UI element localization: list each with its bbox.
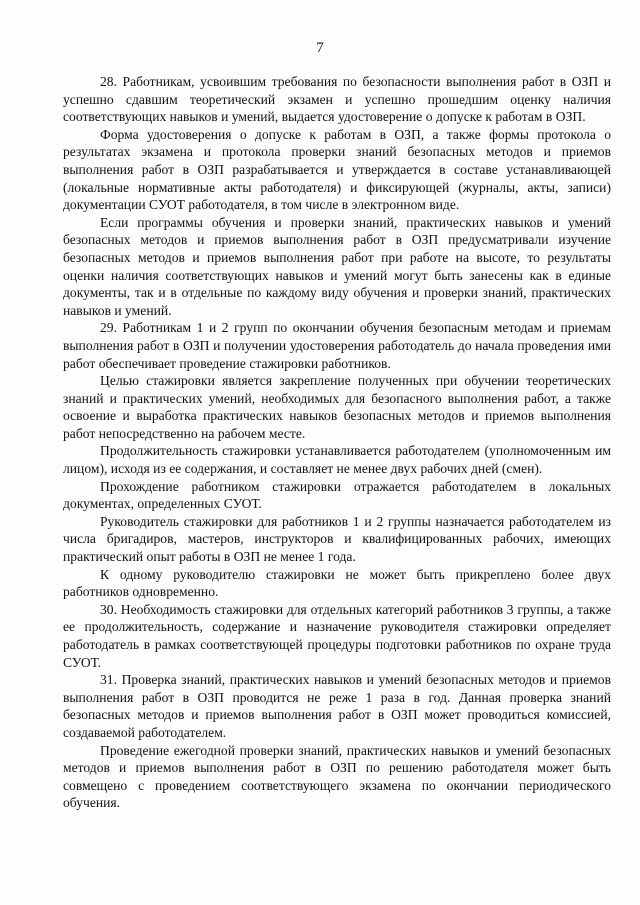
paragraph-internship-purpose: Целью стажировки является закрепление полученных при обучении теоретических знаний и практических умений, необходимых для безопасного выполнения работ, а также освоение и выработка практических навыков безопасных методов и приемов выполнения работ непосредственно на рабочем месте. (63, 373, 611, 441)
paragraph-29: 29. Работникам 1 и 2 групп по окончании обучения безопасным методам и приемам выполнения работ в ОЗП и получении удостоверения работодатель до начала проведения ими работ обеспечивает проведение стажировки работников. (63, 320, 611, 371)
paragraph-internship-record: Прохождение работником стажировки отражается работодателем в локальных документах, определенных СУОТ. (63, 478, 611, 512)
paragraph-28: 28. Работникам, усвоившим требования по безопасности выполнения работ в ОЗП и успешно сдавшим теоретический экзамен и успешно прошедшим оценку наличия соответствующих навыков и умений, выдается удостоверение о допуске к работам в ОЗП. (63, 74, 611, 125)
paragraph-internship-supervisor: Руководитель стажировки для работников 1 и 2 группы назначается работодателем из числа бригадиров, мастеров, инструкторов и квалифицированных рабочих, имеющих практический опыт работы в ОЗП не менее 1 года. (63, 513, 611, 565)
paragraph-30: 30. Необходимость стажировки для отдельных категорий работников 3 группы, а также ее продолжительность, содержание и назначение руководителя стажировки определяет работодатель в рамках соответствующей процедуры подготовки работников по охране труда СУОТ. (63, 601, 611, 670)
paragraph-31: 31. Проверка знаний, практических навыков и умений безопасных методов и приемов выполнения работ в ОЗП проводится не реже 1 раза в год. Данная проверка знаний безопасных методов и приемов выполнения работ в ОЗП может проводиться комиссией, создаваемой работодателем. (63, 672, 611, 740)
page-number: 7 (316, 40, 324, 56)
paragraph-training-programs: Если программы обучения и проверки знаний, практических навыков и умений безопасных методов и приемов выполнения работ в ОЗП предусматривали изучение безопасных методов и приемов выполнения работ при работе на высоте, то результаты оценки наличия соответствующих навыков и умений могут быть занесены как в единые документы, так и в отдельные по каждому виду обучения и проверки знаний, практических навыков и умений. (63, 214, 611, 318)
paragraph-internship-duration: Продолжительность стажировки устанавливается работодателем (уполномоченным им лицом), исходя из ее содержания, и составляет не менее двух рабочих дней (смен). (63, 443, 611, 477)
paragraph-annual-check: Проведение ежегодной проверки знаний, практических навыков и умений безопасных методов и приемов выполнения работ в ОЗП по решению работодателя может быть совмещено с проведением соответствующего экзамена по окончании периодического обучения. (63, 742, 611, 811)
paragraph-supervisor-limit: К одному руководителю стажировки не может быть прикреплено более двух работников одновременно. (63, 566, 611, 600)
paragraph-certificate-form: Форма удостоверения о допуске к работам в ОЗП, а также формы протокола о результатах экзамена и протокола проверки знаний безопасных методов и приемов выполнения работ в ОЗП разрабатывается и утверждается в составе устанавливающей (локальные нормативные акты работодателя) и фиксирующей (журналы, акты, записи) документации СУОТ работодателя, в том числе в электронном виде. (63, 126, 611, 213)
document-body (63, 73, 611, 812)
